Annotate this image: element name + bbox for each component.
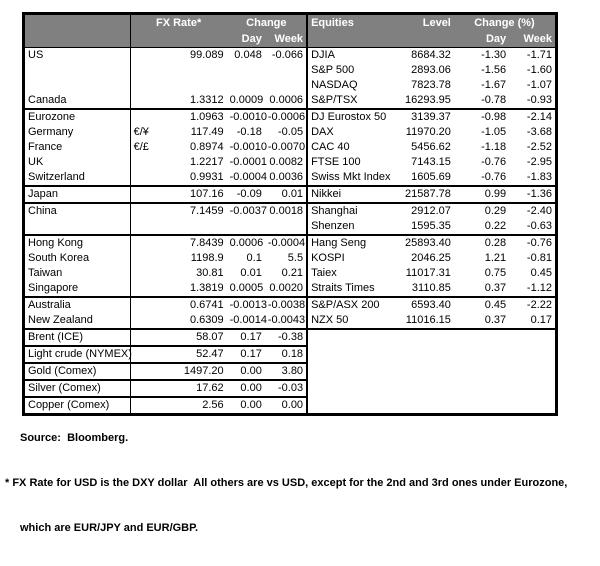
table-row	[24, 93, 557, 109]
fx-rate-cell: 17.62	[156, 380, 226, 397]
equity-level-cell: 2912.07	[396, 203, 454, 219]
fx-day-change-cell: 0.17	[227, 329, 265, 346]
equity-week-change-cell	[509, 346, 556, 363]
equity-day-change-cell: 0.99	[454, 186, 509, 203]
fx-week-change-cell: 3.80	[265, 363, 307, 380]
equity-week-change-cell: -1.71	[526, 49, 552, 61]
fx-name-cell: US	[24, 48, 131, 64]
equity-name-cell	[307, 363, 395, 380]
fx-symbol-cell	[130, 266, 156, 281]
equity-name-cell: S&P/ASX 200	[307, 297, 395, 313]
fx-day-change-cell: -0.0001	[229, 156, 267, 168]
fx-symbol-cell	[130, 186, 156, 203]
fx-name-cell: Brent (ICE)	[24, 329, 131, 346]
equity-name-cell	[307, 329, 395, 346]
fx-rate-cell: 99.089	[189, 49, 224, 61]
equity-week-change-cell: -2.22	[509, 297, 556, 313]
equity-level-cell	[396, 346, 454, 363]
table-row	[24, 109, 557, 125]
table-row	[24, 63, 557, 78]
equity-level-cell: 8684.32	[411, 49, 451, 61]
fx-rate-cell: 0.6309	[189, 314, 224, 326]
fx-rate-cell: 0.9931	[189, 171, 224, 183]
equity-day-change-cell	[454, 363, 509, 380]
fx-week-change-cell: 0.00	[265, 397, 307, 415]
equity-name-cell	[307, 380, 395, 397]
fx-day-change-cell: 0.00	[227, 380, 265, 397]
fx-week-change-cell: 0.0036	[265, 170, 307, 186]
equity-day-change-cell: -0.78	[481, 94, 507, 106]
equity-day-change-cell: -0.76	[481, 156, 507, 168]
table-body	[24, 48, 557, 415]
table-row	[24, 266, 557, 281]
fx-rate-cell: 0.6741	[156, 297, 226, 313]
fx-rate-cell: 1.3819	[189, 282, 224, 294]
equity-level-cell: 11016.15	[405, 314, 451, 326]
equity-day-change-cell	[454, 329, 509, 346]
table-row	[24, 219, 557, 235]
table-header	[24, 14, 557, 48]
fx-day-change-cell	[227, 78, 265, 93]
equity-week-change-cell: -0.63	[526, 220, 552, 232]
equity-name-cell: NZX 50	[311, 314, 349, 326]
fx-symbol-cell	[130, 363, 156, 380]
fx-symbol-cell: €/£	[133, 141, 149, 153]
fx-week-change-cell: -0.0043	[265, 313, 307, 329]
fx-day-change-cell: -0.18	[236, 126, 262, 138]
fx-week-change-cell	[265, 63, 307, 78]
fx-rate-header: FX Rate*	[130, 14, 227, 32]
equity-level-cell: 11017.31	[405, 267, 451, 279]
equity-name-cell: DJ Eurostox 50	[307, 109, 395, 125]
equity-day-change-cell: 0.29	[454, 203, 509, 219]
fx-rate-cell	[156, 219, 226, 235]
fx-name-cell: New Zealand	[24, 313, 131, 329]
table-footer	[0, 401, 600, 566]
table-row	[24, 78, 557, 93]
equity-level-cell: 3110.85	[411, 282, 451, 294]
fx-name-cell: UK	[24, 155, 131, 170]
fx-change-header: Change	[227, 14, 307, 32]
equity-level-cell: 1605.69	[411, 171, 451, 183]
equity-day-change-cell: -1.56	[481, 64, 507, 76]
equity-name-cell: Taiex	[311, 267, 337, 279]
fx-week-change-cell: -0.0038	[265, 297, 307, 313]
fx-symbol-cell	[130, 219, 156, 235]
fx-symbol-cell: €/¥	[133, 126, 149, 138]
equity-name-cell: Swiss Mkt Index	[311, 171, 391, 183]
table-row	[24, 313, 557, 329]
equity-level-cell: 16293.95	[404, 94, 451, 106]
fx-week-change-cell: -0.38	[265, 329, 307, 346]
equity-week-change-cell	[509, 329, 556, 346]
fx-day-change-cell: -0.0037	[227, 203, 265, 219]
fx-rate-header-sub	[130, 31, 227, 48]
equity-week-change-cell: -1.12	[526, 282, 552, 294]
fx-day-change-cell: 0.048	[234, 49, 262, 61]
fx-rate-cell: 7.1459	[156, 203, 226, 219]
table-row	[24, 251, 557, 266]
equity-name-cell: S&P 500	[311, 64, 355, 76]
fx-name-cell: Australia	[24, 297, 131, 313]
equity-level-cell	[396, 329, 454, 346]
level-header: Level	[396, 14, 454, 32]
fx-name-cell: Taiwan	[24, 266, 131, 281]
header-row-sub	[24, 31, 557, 48]
fx-week-change-cell: 0.0006	[265, 93, 307, 109]
equity-week-change-cell: 0.17	[530, 314, 552, 326]
equity-day-change-cell: -1.67	[481, 79, 507, 91]
equity-name-cell	[307, 346, 395, 363]
equity-week-change-cell: -2.52	[526, 141, 552, 153]
fx-symbol-cell	[130, 155, 156, 170]
equity-week-change-cell: -2.95	[526, 156, 552, 168]
fx-rate-cell	[156, 78, 226, 93]
equity-level-cell	[396, 363, 454, 380]
equity-week-change-cell: -1.36	[509, 186, 556, 203]
equity-name-cell: Hang Seng	[307, 235, 395, 251]
fx-symbol-cell	[130, 329, 156, 346]
fx-week-change-cell: -0.0004	[265, 235, 307, 251]
equity-name-cell: KOSPI	[311, 252, 345, 264]
fx-name-cell: China	[24, 203, 131, 219]
equity-day-change-cell: 0.75	[484, 267, 507, 279]
equity-name-cell: Shenzen	[311, 220, 355, 232]
fx-symbol-cell	[130, 93, 156, 109]
equity-level-cell: 2046.25	[411, 252, 451, 264]
equity-week-change-cell: -1.83	[526, 171, 552, 183]
fx-week-change-cell: 0.18	[265, 346, 307, 363]
fx-day-change-cell: -0.0010	[229, 141, 267, 153]
equity-week-change-cell: 0.45	[530, 267, 552, 279]
equity-level-cell: 3139.37	[396, 109, 454, 125]
equity-day-change-cell: 0.45	[454, 297, 509, 313]
fx-name-cell: Light crude (NYMEX)	[24, 346, 131, 363]
fx-week-change-cell: -0.03	[265, 380, 307, 397]
fx-day-change-cell: 0.0009	[229, 94, 264, 106]
fx-symbol-cell	[130, 251, 156, 266]
fx-day-change-cell: 0.0005	[229, 282, 264, 294]
equities-header: Equities	[307, 14, 395, 32]
equity-name-cell: DJIA	[311, 49, 335, 61]
fx-week-change-cell	[265, 78, 307, 93]
fx-week-change-cell: 0.01	[265, 186, 307, 203]
fx-week-change-cell: 0.0020	[265, 281, 307, 297]
equity-week-change-cell: -0.81	[526, 252, 552, 264]
table-row	[24, 125, 557, 140]
equity-day-change-cell: 1.21	[484, 252, 507, 264]
fx-name-cell	[24, 219, 131, 235]
equity-name-cell: Straits Times	[311, 282, 375, 294]
fx-week-change-cell: -0.05	[265, 125, 307, 140]
table-row	[24, 297, 557, 313]
fx-name-cell: Gold (Comex)	[24, 363, 131, 380]
equity-week-change-cell: -1.60	[526, 64, 552, 76]
fx-symbol-cell	[130, 109, 156, 125]
equity-day-change-cell	[454, 346, 509, 363]
fx-symbol-cell	[130, 78, 156, 93]
fx-week-header: Week	[265, 31, 307, 48]
corner-cell	[24, 14, 131, 32]
fx-week-change-cell: 0.0082	[265, 155, 307, 170]
fx-day-change-cell: 0.01	[240, 267, 262, 279]
fx-rate-cell: 7.8439	[156, 235, 226, 251]
equity-level-cell: 1595.35	[411, 220, 451, 232]
fx-symbol-cell	[130, 346, 156, 363]
equity-level-cell	[396, 380, 454, 397]
equity-level-cell: 5456.62	[411, 141, 451, 153]
fx-symbol-cell	[130, 203, 156, 219]
table-row	[24, 235, 557, 251]
equity-name-cell: Shanghai	[307, 203, 395, 219]
fx-week-change-cell: -0.0070	[265, 140, 307, 155]
fx-rate-cell: 52.47	[156, 346, 226, 363]
fx-name-cell	[24, 78, 131, 93]
fx-name-cell: Japan	[24, 186, 131, 203]
fx-symbol-cell	[130, 297, 156, 313]
fx-symbol-cell	[130, 63, 156, 78]
table-row	[24, 170, 557, 186]
table-row	[24, 48, 557, 64]
fx-week-change-cell: -0.0006	[265, 109, 307, 125]
level-header-sub	[396, 31, 454, 48]
equity-level-cell: 2893.06	[411, 64, 451, 76]
equity-day-change-cell: 0.28	[454, 235, 509, 251]
fx-day-change-cell: -0.0013	[227, 297, 265, 313]
equity-day-change-cell: -1.18	[481, 141, 507, 153]
equity-level-cell: 7823.78	[411, 79, 451, 91]
fx-rate-cell: 107.16	[156, 186, 226, 203]
equity-name-cell: FTSE 100	[311, 156, 361, 168]
fx-week-change-cell: 5.5	[265, 251, 307, 266]
equity-name-cell: S&P/TSX	[311, 94, 358, 106]
equity-level-cell: 21587.78	[396, 186, 454, 203]
equity-name-cell: DAX	[311, 126, 334, 138]
fx-name-cell: Silver (Comex)	[24, 380, 131, 397]
equity-level-cell: 25893.40	[396, 235, 454, 251]
fx-rate-cell: 1497.20	[156, 363, 226, 380]
equity-level-cell: 7143.15	[411, 156, 451, 168]
fx-symbol-cell	[130, 235, 156, 251]
fx-rate-cell: 30.81	[196, 267, 224, 279]
equity-day-change-cell: -1.05	[481, 126, 507, 138]
fx-day-change-cell: 0.00	[227, 363, 265, 380]
fx-day-change-cell: 0.1	[246, 252, 262, 264]
corner-cell-sub	[24, 31, 131, 48]
fx-symbol-cell	[130, 281, 156, 297]
fx-name-cell: Germany	[24, 125, 131, 140]
fx-week-change-cell: 0.0018	[265, 203, 307, 219]
equity-day-header: Day	[454, 31, 509, 48]
equity-day-change-cell	[454, 380, 509, 397]
table-row	[24, 281, 557, 297]
table-row	[24, 329, 557, 346]
fx-rate-cell: 117.49	[190, 126, 224, 138]
equity-day-change-cell: -0.76	[481, 171, 507, 183]
fx-name-cell: Canada	[24, 93, 131, 109]
fx-day-change-cell: 0.0006	[227, 235, 265, 251]
equity-name-cell: NASDAQ	[311, 79, 358, 91]
fx-rate-cell: 58.07	[156, 329, 226, 346]
fx-day-header: Day	[227, 31, 265, 48]
table-row	[24, 186, 557, 203]
fx-symbol-cell	[130, 170, 156, 186]
fx-day-change-cell	[227, 219, 265, 235]
header-row-top	[24, 14, 557, 32]
equity-week-change-cell: -2.40	[509, 203, 556, 219]
equities-header-sub	[307, 31, 395, 48]
equity-week-change-cell	[509, 380, 556, 397]
equity-day-change-cell: -0.98	[454, 109, 509, 125]
equity-week-change-cell: -0.93	[526, 94, 552, 106]
fx-week-change-cell	[265, 219, 307, 235]
fx-day-change-cell: -0.09	[227, 186, 265, 203]
equity-change-pct-header: Change (%)	[454, 14, 557, 32]
equity-week-change-cell	[509, 363, 556, 380]
source-note: Source: Bloomberg.	[20, 432, 129, 444]
fx-day-change-cell	[227, 63, 265, 78]
fx-footnote-line-1: * FX Rate for USD is the DXY dollar All others are vs USD, except for the 2nd and 3rd ones under Eurozone,	[5, 477, 568, 489]
fx-name-cell: France	[24, 140, 131, 155]
equity-week-header: Week	[509, 31, 556, 48]
fx-day-change-cell: -0.0014	[229, 314, 267, 326]
equity-day-change-cell: 0.22	[484, 220, 507, 232]
fx-symbol-cell	[130, 313, 156, 329]
fx-week-change-cell: 0.21	[265, 266, 307, 281]
equity-day-change-cell: -1.30	[481, 49, 507, 61]
fx-rate-cell: 1.0963	[156, 109, 226, 125]
fx-name-cell: Singapore	[24, 281, 131, 297]
fx-symbol-cell	[130, 380, 156, 397]
table-row	[24, 140, 557, 155]
equity-day-change-cell: 0.37	[484, 282, 507, 294]
fx-day-change-cell: 0.17	[227, 346, 265, 363]
equity-week-change-cell: -3.68	[526, 126, 552, 138]
table-row	[24, 155, 557, 170]
table-row	[24, 203, 557, 219]
fx-day-change-cell: -0.0004	[229, 171, 267, 183]
equity-week-change-cell: -0.76	[509, 235, 556, 251]
fx-rate-cell: 2.56	[156, 397, 226, 415]
table-row	[24, 380, 557, 397]
fx-rate-cell: 0.8974	[189, 141, 224, 153]
fx-name-cell: Copper (Comex)	[24, 397, 131, 415]
fx-name-cell	[24, 63, 131, 78]
fx-name-cell: Hong Kong	[24, 235, 131, 251]
fx-rate-cell: 1.2217	[189, 156, 224, 168]
fx-week-change-cell: -0.066	[265, 48, 307, 64]
equity-day-change-cell: 0.37	[484, 314, 507, 326]
table-row	[24, 346, 557, 363]
fx-name-cell: Eurozone	[24, 109, 131, 125]
equity-name-cell: Nikkei	[307, 186, 395, 203]
equity-week-change-cell: -2.14	[509, 109, 556, 125]
market-data-table	[22, 12, 558, 416]
fx-rate-cell	[156, 63, 226, 78]
equity-level-cell: 6593.40	[396, 297, 454, 313]
table-row	[24, 363, 557, 380]
fx-rate-cell: 1.3312	[189, 94, 224, 106]
fx-day-change-cell: -0.0010	[227, 109, 265, 125]
fx-symbol-cell	[130, 48, 156, 64]
equity-week-change-cell: -1.07	[526, 79, 552, 91]
fx-name-cell: South Korea	[24, 251, 131, 266]
equity-name-cell: CAC 40	[311, 141, 350, 153]
equity-level-cell: 11970.20	[405, 126, 451, 138]
fx-rate-cell: 1198.9	[190, 252, 224, 264]
fx-footnote-line-2: which are EUR/JPY and EUR/GBP.	[20, 522, 199, 534]
fx-day-change-cell: 0.00	[227, 397, 265, 415]
fx-name-cell: Switzerland	[24, 170, 131, 186]
